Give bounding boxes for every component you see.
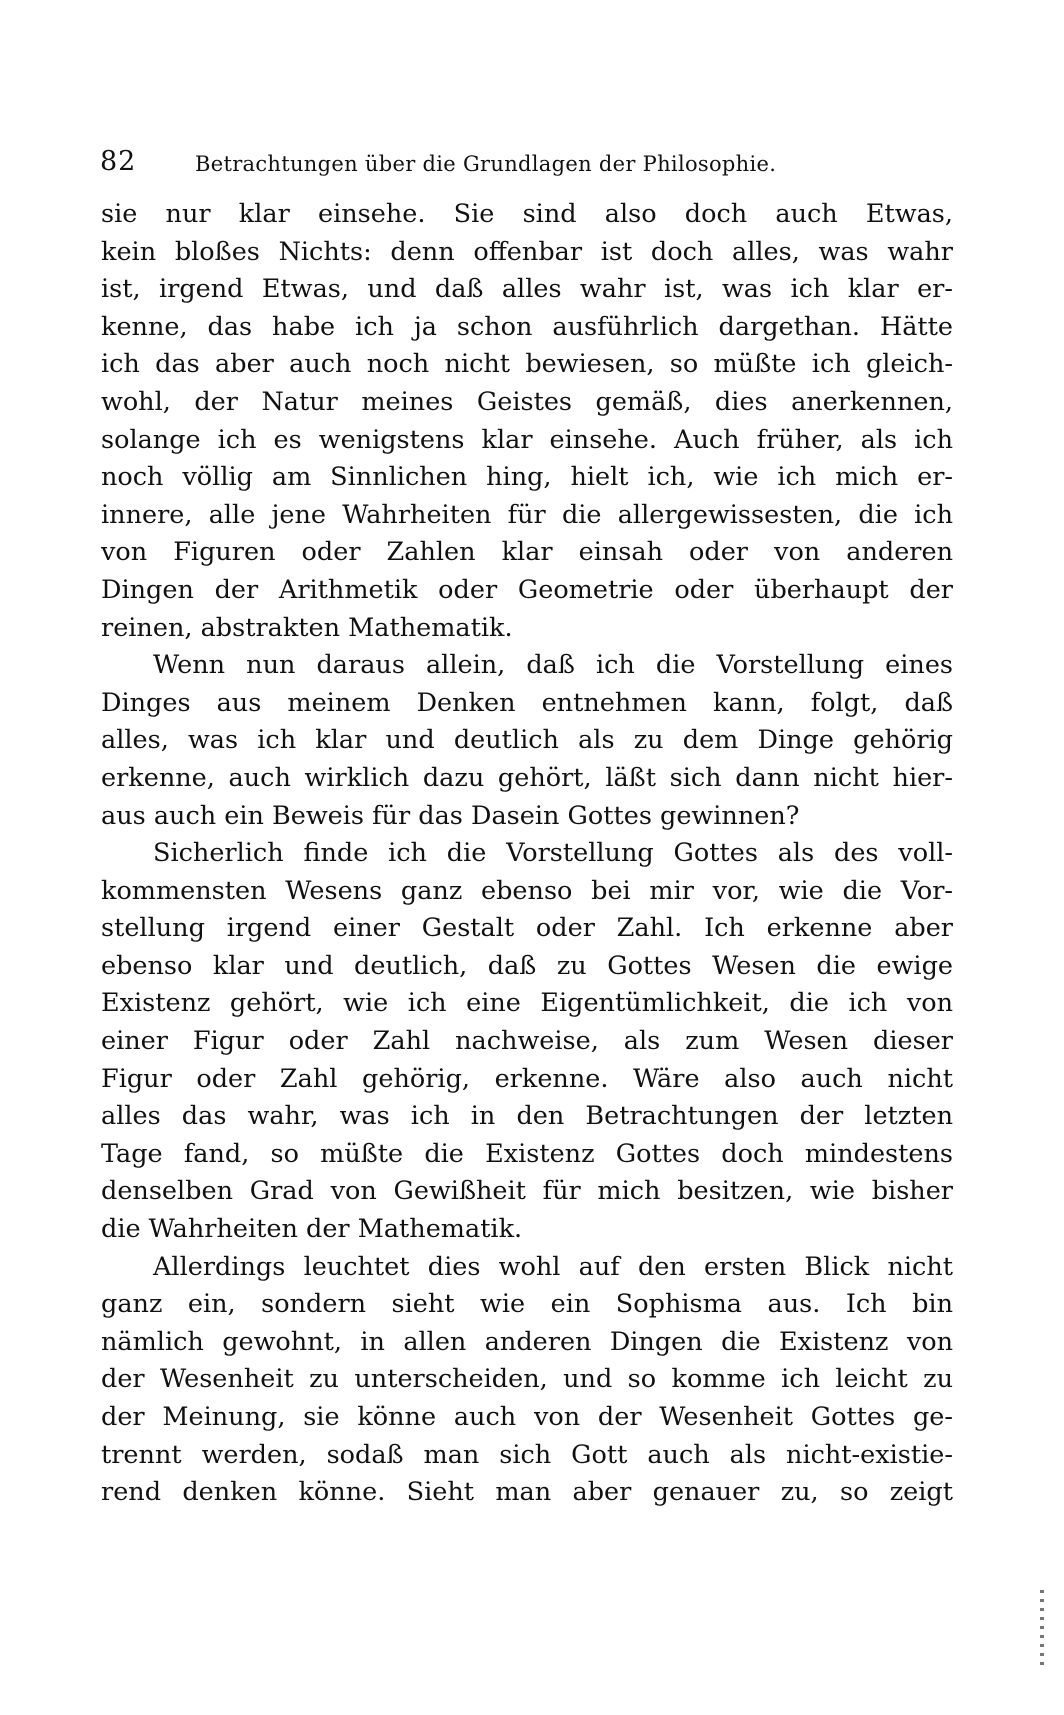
- text-line: Dingen der Arithmetik oder Geometrie oder überhaupt der: [101, 574, 953, 605]
- text-line: alles, was ich klar und deutlich als zu dem Dinge gehörig: [101, 725, 953, 756]
- text-line: ist, irgend Etwas, und daß alles wahr ist, was ich klar er-: [101, 274, 953, 305]
- text-line: ganz ein, sondern sieht wie ein Sophisma aus. Ich bin: [101, 1289, 953, 1320]
- paragraph-end-line: die Wahrheiten der Mathematik.: [101, 1214, 523, 1245]
- paragraph-start-line: Wenn nun daraus allein, daß ich die Vorstellung eines: [153, 650, 953, 681]
- text-line: innere, alle jene Wahrheiten für die allergewissesten, die ich: [101, 499, 953, 530]
- body-text: [101, 196, 953, 1512]
- text-line: solange ich es wenigstens klar einsehe. Auch früher, als ich: [101, 424, 953, 455]
- paragraph-end-line: reinen, abstrakten Mathematik.: [101, 612, 513, 643]
- text-line: kein bloßes Nichts: denn offenbar ist doch alles, was wahr: [101, 236, 953, 267]
- text-line: trennt werden, sodaß man sich Gott auch als nicht-existie-: [101, 1439, 953, 1470]
- text-line: kommensten Wesens ganz ebenso bei mir vor, wie die Vor-: [101, 875, 953, 906]
- margin-scan-marks: [1040, 1590, 1044, 1670]
- page-number: 82: [100, 146, 137, 177]
- text-line: Existenz gehört, wie ich eine Eigentümlichkeit, die ich von: [101, 988, 953, 1019]
- text-line: der Wesenheit zu unterscheiden, und so komme ich leicht zu: [101, 1364, 953, 1395]
- paragraph-start-line: Allerdings leuchtet dies wohl auf den ersten Blick nicht: [153, 1251, 953, 1282]
- paragraph-start-line: Sicherlich finde ich die Vorstellung Gottes als des voll-: [153, 838, 953, 869]
- text-line: wohl, der Natur meines Geistes gemäß, dies anerkennen,: [101, 386, 953, 417]
- text-line: Dinges aus meinem Denken entnehmen kann, folgt, daß: [101, 687, 953, 718]
- text-line: kenne, das habe ich ja schon ausführlich dargethan. Hätte: [101, 311, 953, 342]
- text-line: stellung irgend einer Gestalt oder Zahl. Ich erkenne aber: [101, 913, 953, 944]
- page-header: [100, 142, 960, 182]
- text-line: einer Figur oder Zahl nachweise, als zum Wesen dieser: [101, 1026, 953, 1057]
- text-line: noch völlig am Sinnlichen hing, hielt ich, wie ich mich er-: [101, 462, 953, 493]
- text-line: Tage fand, so müßte die Existenz Gottes doch mindestens: [101, 1138, 953, 1169]
- text-line: ich das aber auch noch nicht bewiesen, so müßte ich gleich-: [101, 349, 953, 380]
- text-line: erkenne, auch wirklich dazu gehört, läßt sich dann nicht hier-: [101, 762, 953, 793]
- text-line: der Meinung, sie könne auch von der Wesenheit Gottes ge-: [101, 1402, 953, 1432]
- text-line: ebenso klar und deutlich, daß zu Gottes Wesen die ewige: [101, 950, 953, 981]
- text-line: alles das wahr, was ich in den Betrachtungen der letzten: [101, 1101, 953, 1132]
- running-title: Betrachtungen über die Grundlagen der Philosophie.: [195, 152, 777, 176]
- text-line: von Figuren oder Zahlen klar einsah oder von anderen: [101, 537, 953, 568]
- paragraph-end-line: aus auch ein Beweis für das Dasein Gottes gewinnen?: [101, 800, 800, 831]
- text-line: Figur oder Zahl gehörig, erkenne. Wäre also auch nicht: [101, 1063, 953, 1094]
- text-line: nämlich gewohnt, in allen anderen Dingen die Existenz von: [101, 1326, 953, 1357]
- text-line: rend denken könne. Sieht man aber genauer zu, so zeigt: [101, 1477, 953, 1508]
- text-line: sie nur klar einsehe. Sie sind also doch auch Etwas,: [101, 199, 953, 229]
- text-line: denselben Grad von Gewißheit für mich besitzen, wie bisher: [101, 1176, 953, 1207]
